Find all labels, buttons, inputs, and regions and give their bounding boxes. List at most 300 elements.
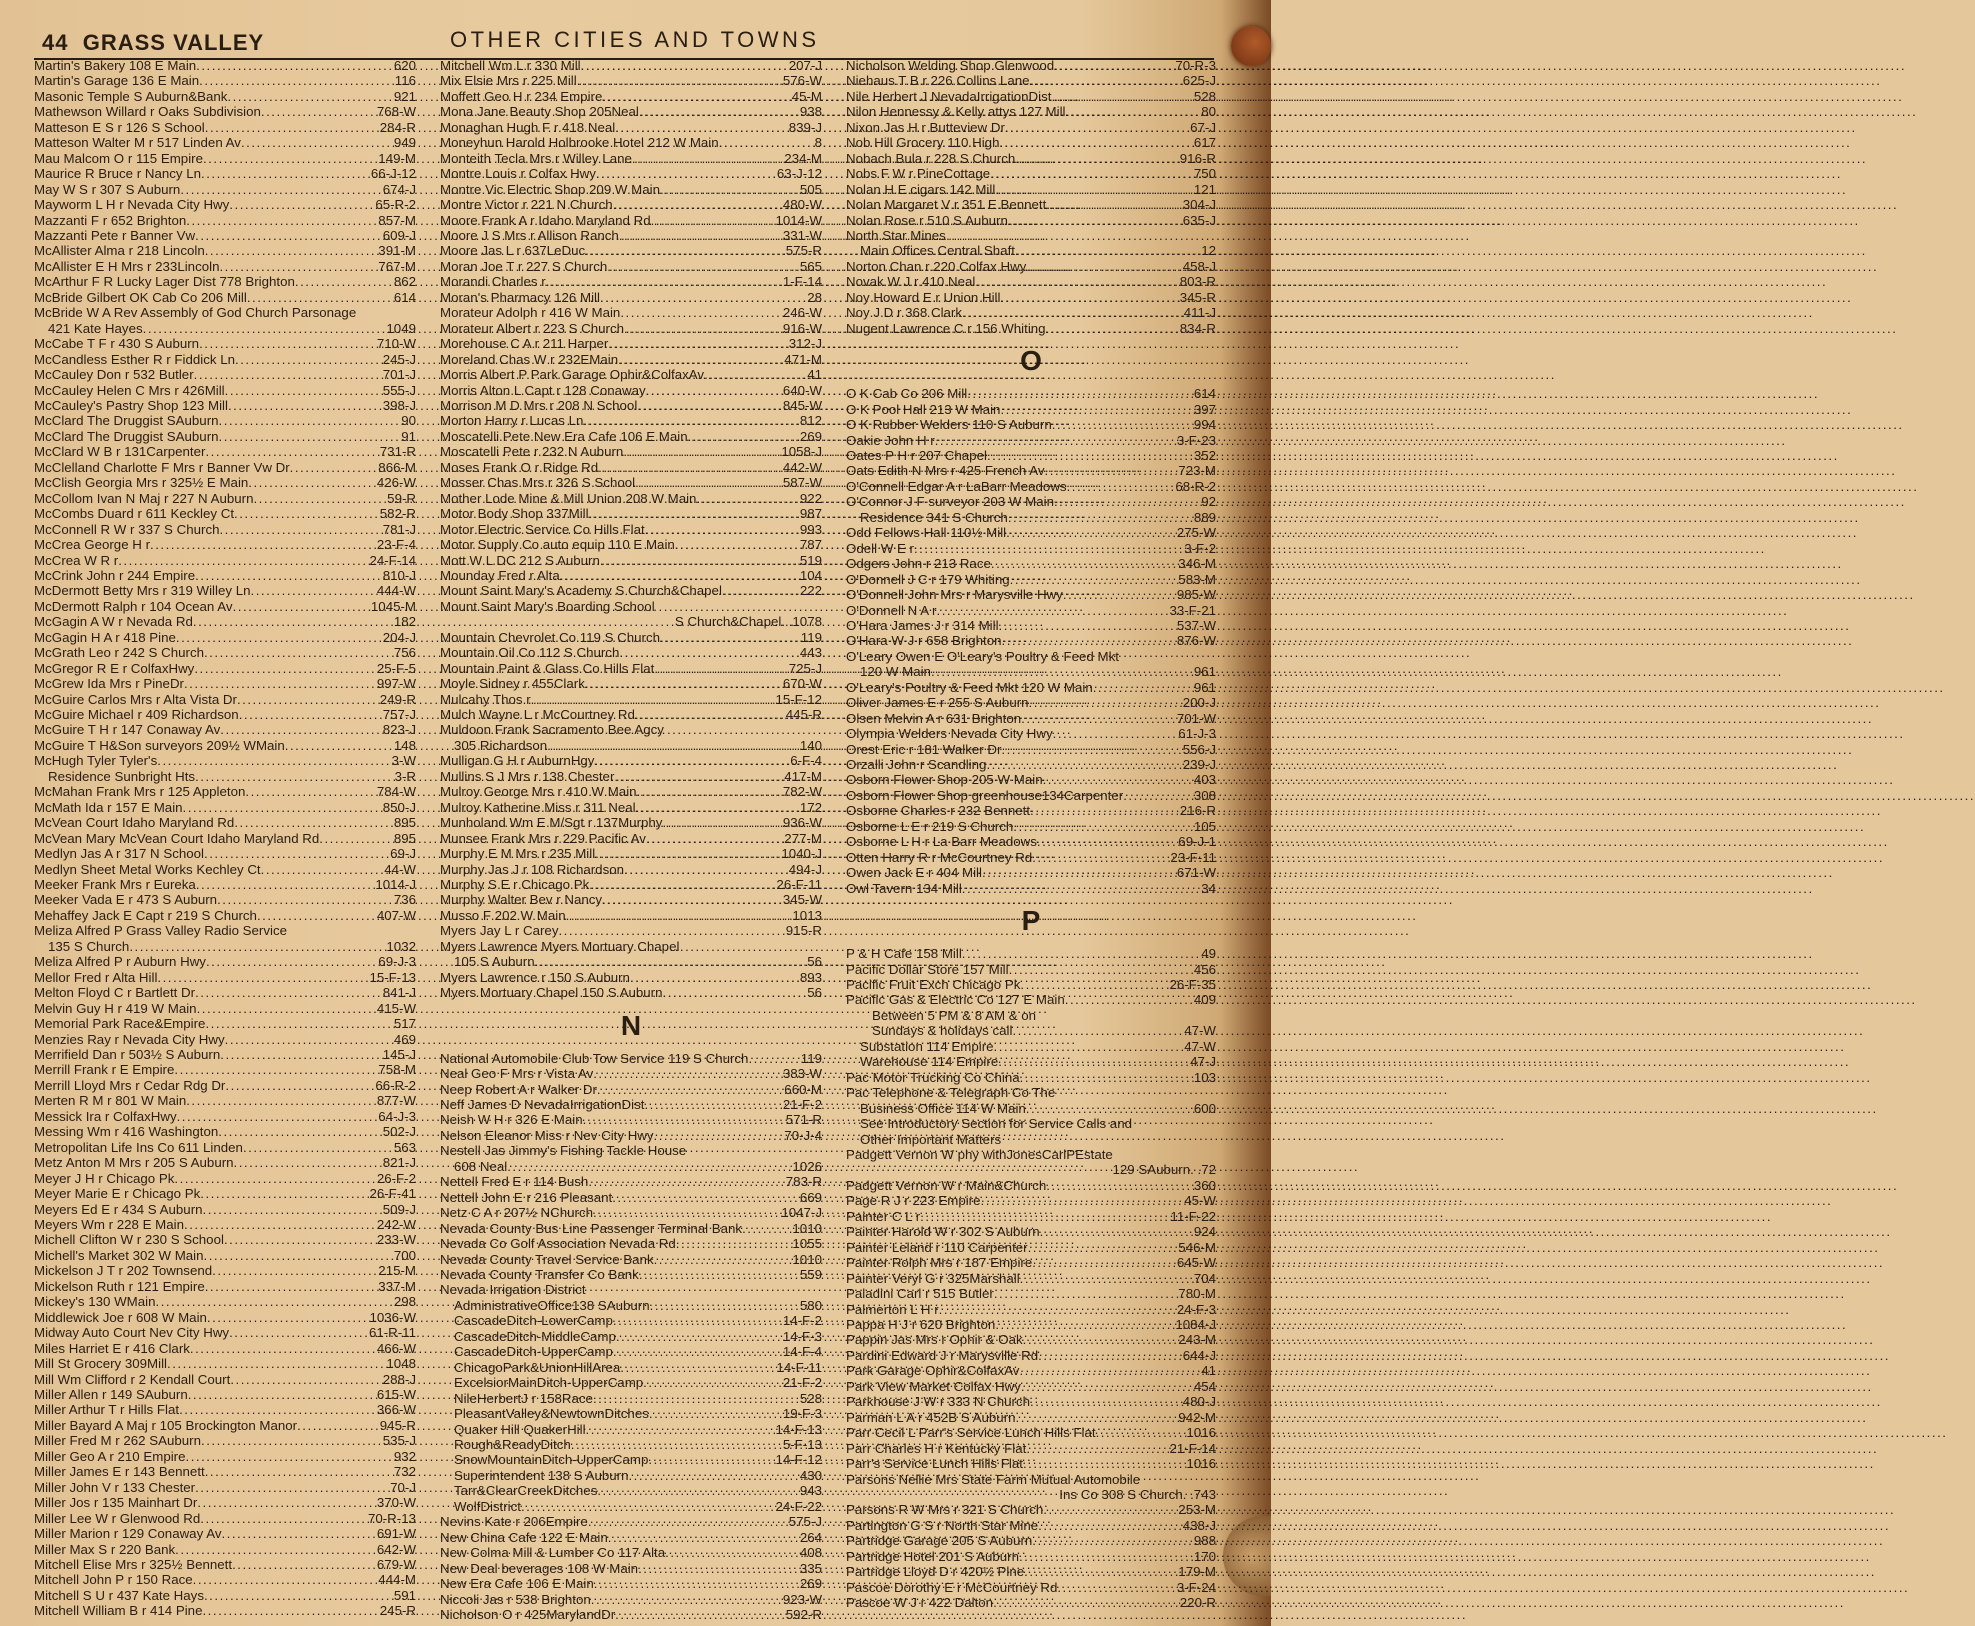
- listing-name: McBride Gilbert OK Cab Co 206 Mill: [34, 289, 247, 305]
- directory-listing: [34, 367, 416, 382]
- listing-name: McMath Ida r 157 E Main: [34, 799, 183, 815]
- listing-phone: 140: [799, 737, 822, 753]
- listing-phone: 11-F-22: [1170, 1208, 1216, 1224]
- listing-name: McClard The Druggist SAuburn: [34, 428, 219, 444]
- leader-dots: [229, 197, 375, 212]
- listing-phone: 56: [807, 985, 822, 1001]
- directory-listing: [440, 1112, 822, 1127]
- directory-listing: [34, 537, 416, 552]
- directory-listing: [34, 1093, 416, 1108]
- listing-phone: 90: [401, 413, 416, 429]
- listing-name: Masonic Temple S Auburn&Bank: [34, 88, 228, 104]
- directory-listing: [440, 274, 822, 289]
- listing-phone: 565: [799, 258, 822, 274]
- directory-listing: [440, 769, 822, 784]
- directory-listing: [34, 846, 416, 861]
- listing-name: Substation 114 Empire: [860, 1038, 994, 1054]
- listing-phone: 26-F-2: [376, 1170, 416, 1186]
- leader-dots: [628, 1468, 799, 1483]
- listing-phone: 614: [1193, 386, 1216, 402]
- directory-listing: [440, 1051, 822, 1066]
- listing-name: Orzalli John r Scandling: [846, 757, 987, 773]
- leader-dots: [204, 846, 390, 861]
- listing-phone: 91: [401, 428, 416, 444]
- listing-name: Mount Saint Mary's Academy S Church&Chapel: [440, 583, 722, 599]
- listing-phone: 583-M: [1178, 571, 1216, 587]
- directory-listing: [34, 1062, 416, 1077]
- listing-name: Monteith Tecla Mrs r Willey Lane: [440, 150, 632, 166]
- listing-name: WolfDistrict: [454, 1498, 521, 1514]
- listing-name: McGagin H A r 418 Pine: [34, 629, 176, 645]
- leader-dots: [1005, 120, 1190, 135]
- leader-dots: [615, 120, 789, 135]
- directory-listing: [440, 923, 822, 938]
- directory-listing: [846, 726, 1216, 741]
- directory-listing: [846, 1456, 1216, 1471]
- listing-phone: 987: [799, 506, 822, 522]
- listing-name: Middlewick Joe r 608 W Main: [34, 1309, 207, 1325]
- leader-dots: [251, 583, 377, 598]
- directory-listing: [846, 865, 1216, 880]
- leader-dots: [602, 89, 791, 104]
- listing-name: Neff James D NevadaIrrigationDist: [440, 1097, 645, 1112]
- listing-name: McArthur F R Lucky Lager Dist 778 Brighton: [34, 274, 295, 290]
- listing-continued-text: Other Important Matters: [860, 1131, 1002, 1147]
- listing-name: Mounday Fred r Alta: [440, 567, 560, 583]
- leader-dots: [196, 877, 376, 892]
- leader-dots: [1046, 321, 1180, 336]
- listing-phone: 45-W: [1184, 1193, 1216, 1209]
- listing-phone: 985-W: [1176, 587, 1216, 603]
- leader-dots: [748, 1051, 800, 1066]
- directory-listing: [440, 73, 822, 88]
- listing-phone: 469: [393, 1031, 416, 1047]
- listing-phone: 49: [1201, 946, 1216, 962]
- listing-phone: 3-R: [394, 768, 416, 784]
- listing-phone: 922: [799, 490, 822, 506]
- leader-dots: [199, 336, 377, 351]
- directory-listing: [34, 506, 416, 521]
- leader-dots: [688, 429, 800, 444]
- directory-listing: [440, 1437, 822, 1452]
- listing-phone: 3-F-23: [1176, 432, 1216, 448]
- listing-phone: 994: [1193, 417, 1216, 433]
- listing-phone: 442-W: [782, 459, 822, 475]
- listing-phone: 938: [799, 104, 822, 120]
- listing-phone: 337-M: [378, 1278, 416, 1294]
- listing-name: Neep Robert A r Walker Dr: [440, 1081, 597, 1097]
- directory-listing: [34, 166, 416, 181]
- column-2: [440, 58, 822, 1622]
- leader-dots: [662, 985, 807, 1000]
- listing-phone: 345-W: [782, 892, 822, 908]
- directory-listing: [440, 892, 822, 907]
- leader-dots: [1046, 197, 1182, 212]
- listing-phone: 103: [1193, 1069, 1216, 1085]
- listing-phone: 345-R: [1179, 289, 1216, 305]
- leader-dots: [212, 1263, 378, 1278]
- listing-phone: 408: [799, 1545, 822, 1561]
- listing-phone: 528: [799, 1390, 822, 1406]
- listing-phone: 15-F-12: [775, 691, 822, 707]
- listing-phone: 3-F-24: [1176, 1579, 1216, 1595]
- listing-phone: 635-J: [1182, 212, 1216, 228]
- directory-listing: [440, 954, 822, 969]
- leader-dots: [228, 398, 383, 413]
- listing-name: Messick Ira r ColfaxHwy: [34, 1108, 177, 1124]
- directory-listing: [440, 213, 822, 228]
- leader-dots: [204, 645, 394, 660]
- leader-dots: [1012, 1023, 1184, 1038]
- leader-dots: [620, 305, 782, 320]
- listing-continued-text: Padgett Vernon W phy withJonesCarlPEstate: [846, 1147, 1113, 1162]
- listing-name: Nevada Co Golf Association Nevada Rd: [440, 1236, 676, 1252]
- directory-listing: [440, 1128, 822, 1143]
- listing-name: Pascoe W J r 422 Dalton: [846, 1595, 994, 1611]
- listing-continued-phone: Ins Co 308 S Church. .743: [1059, 1486, 1216, 1502]
- listing-name: SnowMountainDitch-UpperCamp: [454, 1452, 649, 1468]
- listing-phone: 784-W: [376, 784, 416, 800]
- leader-dots: [588, 1514, 789, 1529]
- leader-dots: [937, 603, 1170, 618]
- listing-name: Matteson E S r 126 S School: [34, 119, 205, 135]
- directory-listing: [440, 1452, 822, 1467]
- listing-phone: 245-R: [379, 1603, 416, 1619]
- leader-dots: [962, 946, 1201, 961]
- directory-listing: [846, 89, 1216, 104]
- directory-listing: [846, 819, 1216, 834]
- listing-name: Moran's Pharmacy 126 Mill: [440, 289, 600, 305]
- listing-name: Montre Vic Electric Shop 209 W Main: [440, 181, 660, 197]
- listing-name: Mountain Chevrolet Co 119 S Church: [440, 629, 661, 645]
- directory-listing: [34, 1310, 416, 1325]
- listing-phone: 249-R: [379, 691, 416, 707]
- listing-phone: 877-W: [376, 1093, 416, 1109]
- directory-listing: [34, 1001, 416, 1016]
- directory-listing: [440, 707, 822, 722]
- listing-name: Palmerton L H r: [846, 1301, 939, 1317]
- listing-phone: 810-J: [382, 567, 416, 583]
- leader-dots: [646, 383, 783, 398]
- listing-phone: 961: [1193, 664, 1216, 680]
- leader-dots: [190, 1341, 377, 1356]
- leader-dots: [998, 1054, 1190, 1069]
- directory-listing: [846, 1302, 1216, 1317]
- directory-listing: [846, 321, 1216, 336]
- directory-listing: [846, 1533, 1216, 1548]
- listing-name: New Deal beverages 108 W Main: [440, 1560, 639, 1576]
- directory-listing: [846, 1039, 1216, 1054]
- listing-phone: 600: [1193, 1100, 1216, 1116]
- leader-dots: [197, 1495, 377, 1510]
- leader-dots: [993, 1595, 1180, 1610]
- leader-dots: [186, 1093, 377, 1108]
- listing-phone: 92: [1201, 494, 1216, 510]
- directory-listing: [34, 213, 416, 228]
- directory-listing: [34, 553, 416, 568]
- leader-dots: [577, 73, 783, 88]
- directory-listing: [34, 135, 416, 150]
- leader-dots: [613, 1313, 783, 1328]
- leader-dots: [600, 290, 807, 305]
- listing-name: Merrill Lloyd Mrs r Cedar Rdg Dr: [34, 1077, 226, 1093]
- section-letter-heading: N: [620, 1009, 642, 1041]
- listing-phone: 233-W: [376, 1232, 416, 1248]
- listing-phone: 275-W: [1176, 525, 1216, 541]
- leader-dots: [986, 757, 1182, 772]
- directory-listing: [440, 290, 822, 305]
- leader-dots: [585, 243, 786, 258]
- directory-listing: [34, 1217, 416, 1232]
- listing-name: Michell Clifton W r 230 S School: [34, 1232, 224, 1248]
- listing-name: Osborn Flower Shop 205 W Main: [846, 772, 1043, 788]
- listing-phone: 121: [1193, 181, 1216, 197]
- listing-phone: 69-J-3: [378, 954, 416, 970]
- directory-listing: [34, 1480, 416, 1495]
- listing-phone: 426-W: [376, 475, 416, 491]
- directory-listing: [440, 1221, 822, 1236]
- directory-listing: [34, 877, 416, 892]
- listing-phone: 1016: [1186, 1425, 1216, 1441]
- leader-dots: [1023, 1332, 1179, 1347]
- directory-listing: [34, 197, 416, 212]
- directory-listing: [440, 321, 822, 336]
- listing-phone: 398-J: [382, 397, 416, 413]
- listing-phone: 1032: [386, 938, 416, 954]
- directory-listing: [34, 1402, 416, 1417]
- listing-phone: 592-R: [785, 1606, 822, 1622]
- leader-dots: [1026, 1441, 1169, 1456]
- directory-listing: [440, 460, 822, 475]
- leader-dots: [184, 1217, 377, 1232]
- directory-listing: [846, 803, 1216, 818]
- listing-name: May W S r 307 S Auburn: [34, 181, 181, 197]
- leader-dots: [157, 753, 391, 768]
- directory-listing: [846, 664, 1216, 679]
- directory-listing: [846, 402, 1216, 417]
- leader-dots: [571, 1437, 783, 1452]
- directory-listing: [846, 1502, 1216, 1517]
- leader-dots: [193, 1572, 379, 1587]
- directory-listing: [34, 1449, 416, 1464]
- listing-phone: 346-M: [1178, 556, 1216, 572]
- leader-dots: [1040, 1224, 1194, 1239]
- leader-dots: [1096, 1425, 1187, 1440]
- directory-listing: [440, 367, 822, 382]
- listing-name: Oats Edith N Mrs r 425 French Av: [846, 463, 1045, 479]
- listing-name: Mickey's 130 WMain: [34, 1294, 156, 1310]
- leader-dots: [935, 433, 1177, 448]
- listing-phone: 862: [393, 274, 416, 290]
- listing-name: Moreland Chas W r 232EMain: [440, 351, 619, 367]
- leader-dots: [197, 1001, 377, 1016]
- listing-name: ExcelsiorMainDitch-UpperCamp: [454, 1375, 644, 1391]
- listing-phone: 66-J-12: [370, 166, 416, 182]
- directory-listing: [440, 413, 822, 428]
- leader-dots: [962, 881, 1201, 896]
- leader-dots: [597, 1483, 799, 1498]
- directory-listing: [440, 862, 822, 877]
- directory-listing: [440, 645, 822, 660]
- listing-phone: 14-F-12: [775, 1452, 822, 1468]
- directory-listing: [34, 151, 416, 166]
- listing-name: Mulch Wayne L r McCourtney Rd: [440, 707, 635, 723]
- listing-phone: 242-W: [376, 1216, 416, 1232]
- leader-dots: [704, 367, 807, 382]
- listing-name: Matteson Walter M r 517 Linden Av: [34, 135, 241, 151]
- listing-name: Main Offices Central Shaft: [860, 243, 1015, 259]
- listing-phone: 576-W: [782, 73, 822, 89]
- directory-listing: [34, 661, 416, 676]
- leader-dots: [1021, 711, 1177, 726]
- directory-listing: [34, 1078, 416, 1093]
- directory-listing: [440, 1190, 822, 1205]
- listing-name: Murphy E M Mrs r 235 Mill: [440, 846, 596, 862]
- listing-name: Mulligan G H r AuburnHgy: [440, 753, 595, 769]
- listing-phone: 466-W: [376, 1340, 416, 1356]
- listing-phone: 253-M: [1178, 1502, 1216, 1518]
- directory-listing: [440, 1205, 822, 1220]
- directory-listing: [34, 1542, 416, 1557]
- directory-listing: [34, 290, 416, 305]
- listing-continued-text: Nestell Jas Jimmy's Fishing Tackle House: [440, 1143, 687, 1159]
- listing-name: Pappin Jas Mrs r Ophir & Oak: [846, 1332, 1023, 1348]
- directory-listing: [440, 522, 822, 537]
- listing-phone: 14-F-2: [782, 1313, 822, 1329]
- directory-listing: [440, 1066, 822, 1081]
- directory-listing: [846, 603, 1216, 618]
- listing-name: Morateur Albert r 223 S Church: [440, 320, 625, 336]
- directory-listing: [34, 985, 416, 1000]
- listing-name: Pacific Gas & Electric Co 127 E Main: [846, 992, 1065, 1008]
- directory-listing: [440, 1499, 822, 1514]
- listing-phone: 923-W: [782, 1591, 822, 1607]
- listing-phone: 505: [799, 181, 822, 197]
- listing-name: Orest Eric r 181 Walker Dr: [846, 741, 1002, 757]
- listing-phone: 47-W: [1184, 1023, 1216, 1039]
- listing-name: Rough&ReadyDitch: [454, 1436, 571, 1452]
- listing-name: Miller Max S r 220 Bank: [34, 1541, 176, 1557]
- leader-dots: [193, 614, 394, 629]
- leader-dots: [742, 1221, 792, 1236]
- directory-listing: [440, 1391, 822, 1406]
- directory-listing: [34, 1279, 416, 1294]
- leader-dots: [1063, 587, 1177, 602]
- listing-name: Metropolitan Life Ins Co 611 Linden: [34, 1139, 243, 1155]
- listing-name: Mathewson Willard r Oaks Subdivision: [34, 104, 261, 120]
- listing-phone: 517: [393, 1016, 416, 1032]
- listing-name: Osborn Flower Shop greenhouse134Carpenter: [846, 787, 1124, 803]
- leader-dots: [129, 939, 386, 954]
- listing-name: Warehouse 114 Empire: [860, 1054, 999, 1070]
- leader-dots: [644, 1097, 782, 1112]
- listing-name: McAllister E H Mrs r 233Lincoln: [34, 258, 220, 274]
- listing-phone: 537-W: [1176, 617, 1216, 633]
- leader-dots: [1008, 510, 1194, 525]
- leader-dots: [696, 491, 799, 506]
- listing-phone: 335: [799, 1560, 822, 1576]
- listing-phone: 65-R-2: [375, 197, 416, 213]
- directory-listing: [34, 228, 416, 243]
- listing-phone: 691-W: [376, 1526, 416, 1542]
- directory-listing: [846, 1549, 1216, 1564]
- listing-name: McGagin A W r Nevada Rd: [34, 614, 193, 630]
- leader-dots: [221, 1526, 376, 1541]
- directory-listing: [440, 151, 822, 166]
- leader-dots: [225, 1078, 375, 1093]
- directory-listing: [440, 568, 822, 583]
- directory-listing: [846, 587, 1216, 602]
- listing-name: Sundays & holidays call: [872, 1023, 1013, 1039]
- leader-dots: [914, 541, 1184, 556]
- listing-phone: 3-W: [391, 753, 416, 769]
- listing-name: Memorial Park Race&Empire: [34, 1016, 206, 1032]
- listing-phone: 23-F-4: [376, 537, 416, 553]
- listing-phone: 444-W: [376, 583, 416, 599]
- listing-name: Pappa H J r 620 Brighton: [846, 1316, 996, 1332]
- listing-phone: 407-W: [376, 907, 416, 923]
- directory-listing: [440, 506, 822, 521]
- directory-listing: [440, 475, 822, 490]
- leader-dots: [994, 1039, 1185, 1054]
- leader-dots: [619, 645, 799, 660]
- directory-listing: [34, 1047, 416, 1062]
- leader-dots: [607, 259, 800, 274]
- leader-dots: [600, 553, 800, 568]
- listing-name: Meyers Ed E r 434 S Auburn: [34, 1201, 203, 1217]
- directory-listing: [34, 1572, 416, 1587]
- listing-phone: 41: [1201, 1363, 1216, 1379]
- listing-name: Myers Mortuary Chapel 150 S Auburn: [440, 985, 663, 1001]
- leader-dots: [202, 1603, 379, 1618]
- listing-name: McCrink John r 244 Empire: [34, 567, 196, 583]
- leader-dots: [195, 1480, 390, 1495]
- leader-dots: [594, 1576, 800, 1591]
- directory-listing: [846, 742, 1216, 757]
- directory-listing: [34, 1418, 416, 1433]
- listing-phone: 179-M: [1178, 1564, 1216, 1580]
- listing-phone: 756: [393, 645, 416, 661]
- listing-phone: 104: [799, 567, 822, 583]
- directory-listing: [846, 197, 1216, 212]
- listing-phone: 1010: [792, 1251, 822, 1267]
- listing-name: McCrea George H r: [34, 537, 151, 553]
- directory-listing: [34, 398, 416, 413]
- listing-name: McClish Georgia Mrs r 325½ E Main: [34, 475, 249, 491]
- listing-name: McCrea W R r: [34, 552, 119, 568]
- listing-name: Norton Chan r 220 Colfax Hwy: [846, 258, 1027, 274]
- leader-dots: [234, 1155, 383, 1170]
- listing-name: Mitchell William B r 414 Pine: [34, 1603, 203, 1619]
- leader-dots: [1065, 992, 1194, 1007]
- listing-phone: 609-J: [382, 227, 416, 243]
- leader-dots: [583, 1112, 786, 1127]
- leader-dots: [619, 228, 783, 243]
- listing-phone: 24-F-14: [369, 552, 416, 568]
- listing-name: Morehouse C A r 211 Harper: [440, 336, 609, 352]
- listing-continued-text: Myers Lawrence Myers Mortuary Chapel: [440, 938, 680, 954]
- listing-phone: 494-J: [788, 861, 822, 877]
- listing-name: Parr Charles H r Kentucky Flat: [846, 1440, 1027, 1456]
- listing-name: Metz Anton M Mrs r 205 S Auburn: [34, 1155, 234, 1171]
- listing-phone: 417-M: [784, 768, 822, 784]
- section-title: OTHER CITIES AND TOWNS: [450, 27, 820, 52]
- listing-name: Morris Albert P Park Garage Ophir&ColfaxAv: [440, 367, 705, 383]
- directory-listing: [34, 970, 416, 985]
- listing-phone: 443: [799, 645, 822, 661]
- listing-phone: 582-R: [379, 506, 416, 522]
- directory-listing: [34, 831, 416, 846]
